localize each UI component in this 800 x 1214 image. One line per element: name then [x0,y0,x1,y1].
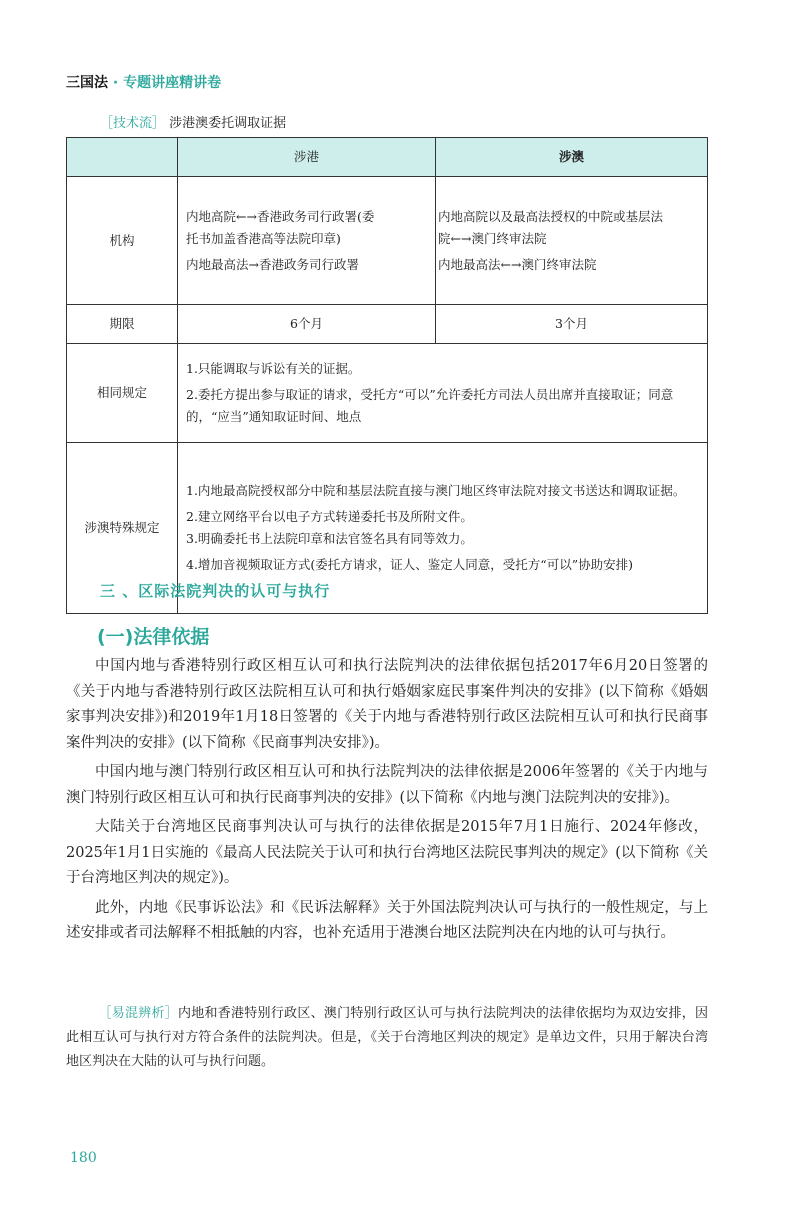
table-row [67,344,708,443]
note-tag: ［易混辨析］ [98,1006,179,1021]
subsection-title: (一)法律依据 [97,626,210,648]
note-text: 内地和香港特别行政区、澳门特别行政区认可与执行法院判决的法律依据均为双边安排，因此相互认可与执行对方符合条件的法院判决。但是，《关于台湾地区判决的规定》是单边文件，只用于解决台湾地区判决在大陆的认可与执行问题。 [66,1006,708,1069]
rule-item: 4.增加音视频取证方式(委托方请求，证人、鉴定人同意，受托方“可以”协助安排) [186,557,633,572]
cell-same-rules [178,344,708,443]
header-cell-hk: 涉港 [178,138,436,177]
book-title: 三国法 [66,75,108,91]
tech-flow-tag: ［技术流］ [100,116,166,131]
rule-item: 1.内地最高院授权部分中院和基层法院直接与澳门地区终审法院对接文书送达和调取证据。 [186,483,686,498]
table-header-row [67,138,708,177]
header-subtitle: 专题讲座精讲卷 [123,75,222,91]
tech-flow-text: 涉港澳委托调取证据 [169,116,287,131]
paragraph: 大陆关于台湾地区民商事判决认可与执行的法律依据是2015年7月1日施行、2024年修改，2025年1月1日实施的《最高人民法院关于认可和执行台湾地区法院民事判决的规定》(以下简称《关于台湾地区判决的规定》)。 [66,819,708,886]
table-row [67,177,708,305]
body-text [66,654,708,951]
cell-period-mo: 3个月 [436,305,708,344]
row-label-same: 相同规定 [67,344,178,443]
rule-item: 1.只能调取与诉讼有关的证据。 [186,361,361,376]
running-header [66,72,221,92]
rule-item: 2.建立网络平台以电子方式转递委托书及所附文件。 [186,509,473,524]
table-row [67,305,708,344]
cell-line: 托书加盖香港高等法院印章) [186,230,341,246]
tech-flow-caption [100,112,286,131]
confusion-note [66,1002,708,1074]
cell-line: 内地最高法→香港政务司行政署 [186,256,359,272]
evidence-table [66,137,708,614]
header-cell-empty [67,138,178,177]
cell-line: 内地最高法←→澳门终审法院 [438,256,597,272]
cell-line: 内地高院←→香港政务司行政署(委 [186,208,375,224]
row-label-period: 期限 [67,305,178,344]
cell-org-hk [178,177,436,305]
cell-line: 院←→澳门终审法院 [438,230,547,246]
rule-item: 3.明确委托书上法院印章和法官签名具有同等效力。 [186,531,473,546]
header-dot: · [112,75,119,91]
row-label-org: 机构 [67,177,178,305]
rule-item: 2.委托方提出参与取证的请求，受托方“可以”允许委托方司法人员出席并直接取证；同意的，“应当”通知取证时间、地点 [186,387,674,424]
page-number: 180 [70,1150,97,1166]
row-label-macau: 涉澳特殊规定 [67,443,178,614]
cell-period-hk: 6个月 [178,305,436,344]
paragraph: 中国内地与澳门特别行政区相互认可和执行法院判决的法律依据是2006年签署的《关于内地与澳门特别行政区相互认可和执行民商事判决的安排》(以下简称《内地与澳门法院判决的安排》)。 [66,764,708,806]
cell-org-mo [436,177,708,305]
paragraph: 此外，内地《民事诉讼法》和《民诉法解释》关于外国法院判决认可与执行的一般性规定，与上述安排或者司法解释不相抵触的内容，也补充适用于港澳台地区法院判决在内地的认可与执行。 [66,899,708,941]
cell-line: 内地高院以及最高法授权的中院或基层法 [438,208,664,224]
header-cell-mo: 涉澳 [436,138,708,177]
paragraph: 中国内地与香港特别行政区相互认可和执行法院判决的法律依据包括2017年6月20日签署的《关于内地与香港特别行政区法院相互认可和执行婚姻家庭民事案件判决的安排》(以下简称《婚姻家事判决安排》)和2019年1月18日签署的《关于内地与香港特别行政区法院相互认可和执行民商事案件判决的安排》(以下简称《民商事判决安排》)。 [66,658,708,751]
section-title: 三 、区际法院判决的认可与执行 [100,582,331,600]
